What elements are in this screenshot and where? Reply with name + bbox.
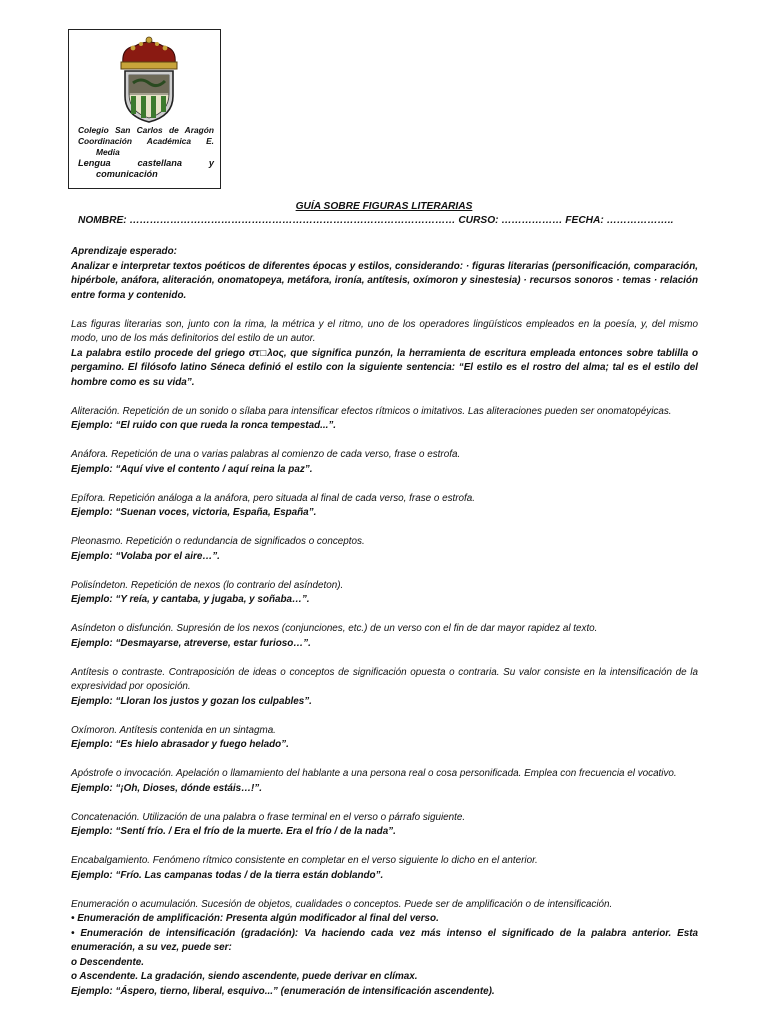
enumeration-bullet: • Enumeración de intensificación (gradación): Va haciendo cada vez más intenso el significado de la palabra anterior. Esta enumeración, a su vez, puede ser: [71, 927, 698, 953]
intro-section [71, 318, 698, 391]
subject-line-2: comunicación [96, 169, 158, 179]
figure-example: Ejemplo: “El ruido con que rueda la ronca tempestad...”. [71, 420, 337, 431]
figure-item [71, 492, 698, 521]
school-info [78, 125, 214, 180]
subject-line: Lengua castellana y [78, 158, 214, 168]
figure-example: Ejemplo: “Es hielo abrasador y fuego helado”. [71, 739, 289, 750]
enumeration-bullet: • Enumeración de amplificación: Presenta algún modificador al final del verso. [71, 913, 439, 924]
figure-item [71, 767, 698, 796]
figure-example: Ejemplo: “Áspero, tierno, liberal, esquivo...” (enumeración de intensificación ascendente). [71, 985, 495, 997]
figure-definition: Concatenación. Utilización de una palabra o frase terminal en el verso o párrafo siguiente. [71, 811, 466, 823]
school-header-box [68, 29, 221, 189]
figure-example: Ejemplo: “Desmayarse, atreverse, estar furioso…”. [71, 637, 311, 649]
level-line: Media [96, 147, 120, 157]
figure-definition: Aliteración. Repetición de un sonido o sílaba para intensificar efectos rítmicos o imitativos. Las aliteraciones pueden ser onomatopéyicas. [71, 405, 672, 417]
figure-definition: Epífora. Repetición análoga a la anáfora, pero situada al final de cada verso, frase o estrofa. [71, 492, 476, 504]
learning-label: Aprendizaje esperado: [71, 246, 177, 257]
guide-content [71, 245, 698, 1014]
intro-paragraph: La palabra estilo procede del griego στ□λος, que significa punzón, la herramienta de escritura empleada entonces sobre tablilla o pergamino. El filósofo latino Séneca definió el estilo con la siguiente sentencia: “El estilo es el rostro del alma; tal es el estilo del hombre como es su vida”. [71, 347, 698, 388]
intro-paragraph: Las figuras literarias son, junto con la rima, la métrica y el ritmo, uno de los operadores lingüísticos empleados en la poesía, y, del mismo modo, uno de los más definitorios del estilo de un autor. [71, 318, 698, 344]
figure-example: Ejemplo: “Aquí vive el contento / aquí reina la paz”. [71, 463, 313, 475]
figure-definition: Encabalgamiento. Fenómeno rítmico consistente en completar en el verso siguiente lo dicho en el anterior. [71, 855, 538, 866]
figure-definition: Enumeración o acumulación. Sucesión de objetos, cualidades o conceptos. Puede ser de amplificación o de intensificación. [71, 898, 613, 910]
figure-item [71, 724, 698, 753]
figure-item [71, 854, 698, 883]
learning-text: Analizar e interpretar textos poéticos de diferentes épocas y estilos, considerando: · figuras literarias (personificación, comparación, hipérbole, anáfora, aliteración, onomatopeya, metáfora, ironía, antítesis, oxímoron y sinestesia) · recursos sonoros · temas · relación entre forma y contenido. [71, 260, 698, 301]
figure-example: Ejemplo: “Suenan voces, victoria, España, España”. [71, 507, 317, 518]
enumeration-sub-item: o Descendente. [71, 956, 144, 968]
student-form-row: NOMBRE: …………………………………………………………………………………… CURSO: ……………… FECHA: ……………….. [78, 215, 674, 226]
coat-of-arms-logo [109, 34, 189, 124]
figure-example: Ejemplo: “Volaba por el aire…”. [71, 550, 220, 562]
figure-example: Ejemplo: “Sentí frío. / Era el frío de la muerte. Era el frío / de la nada”. [71, 826, 396, 837]
figure-item [71, 579, 698, 608]
figure-definition: Anáfora. Repetición de una o varias palabras al comienzo de cada verso, frase o estrofa. [71, 449, 461, 460]
enumeration-item [71, 898, 698, 1000]
figure-definition: Pleonasmo. Repetición o redundancia de significados o conceptos. [71, 536, 365, 547]
figure-item [71, 622, 698, 651]
figure-item [71, 666, 698, 710]
figure-item [71, 535, 698, 564]
enumeration-sub-item: o Ascendente. La gradación, siendo ascendente, puede derivar en clímax. [71, 971, 418, 982]
figure-definition: Polisíndeton. Repetición de nexos (lo contrario del asíndeton). [71, 579, 344, 591]
figure-example: Ejemplo: “Lloran los justos y gozan los culpables”. [71, 695, 312, 707]
figure-example: Ejemplo: “Y reía, y cantaba, y jugaba, y soñaba…”. [71, 594, 310, 605]
figure-example: Ejemplo: “¡Oh, Dioses, dónde estáis…!”. [71, 782, 262, 794]
figure-definition: Oxímoron. Antítesis contenida en un sintagma. [71, 724, 276, 736]
figure-item [71, 448, 698, 477]
figure-item [71, 405, 698, 434]
page-title: GUÍA SOBRE FIGURAS LITERARIAS [295, 201, 473, 212]
figure-definition: Antítesis o contraste. Contraposición de ideas o conceptos de significación opuesta o contraria. Su valor consiste en la intensificación de la expresividad por oposición. [71, 666, 698, 692]
figure-item [71, 811, 698, 840]
figure-example: Ejemplo: “Frío. Las campanas todas / de la tierra están doblando”. [71, 869, 384, 881]
figure-definition: Apóstrofe o invocación. Apelación o llamamiento del hablante a una persona real o cosa personificada. Emplea con frecuencia el vocativo. [71, 768, 677, 779]
learning-section [71, 245, 698, 303]
school-name: Colegio San Carlos de Aragón [78, 125, 214, 135]
coordination-line: Coordinación Académica E. [78, 136, 215, 146]
figure-definition: Asíndeton o disfunción. Supresión de los nexos (conjunciones, etc.) de un verso con el fin de dar mayor rapidez al texto. [71, 623, 598, 634]
